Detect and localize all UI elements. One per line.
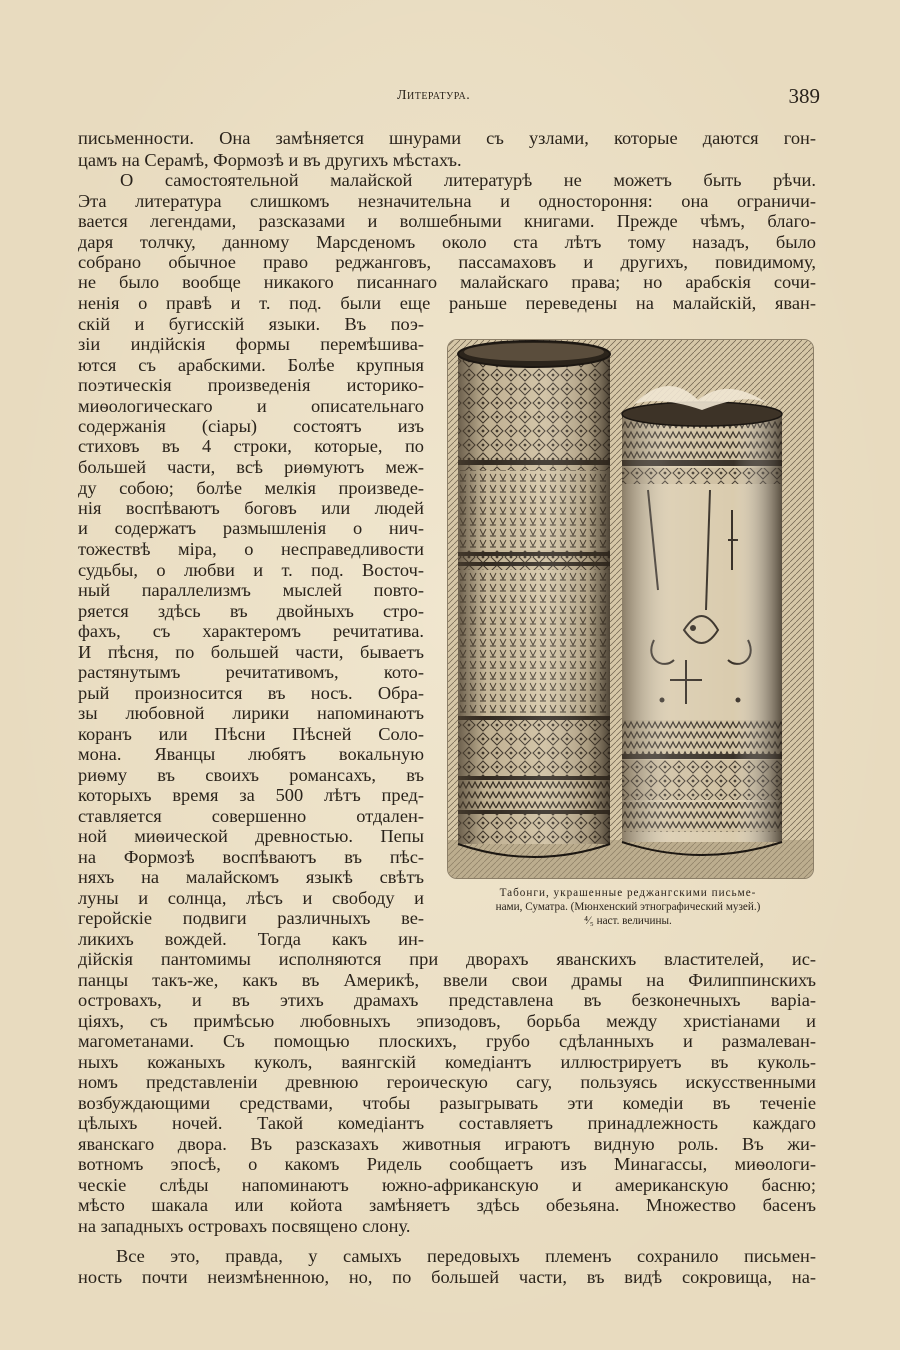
text-line: И пѣсня, по большей части, бываетъ bbox=[78, 642, 424, 662]
text-line: ряется здѣсь въ двойныхъ стро- bbox=[78, 601, 424, 621]
text-line: номъ представленіи древнюю героическую сагу, пользуясь искусственными bbox=[78, 1072, 816, 1092]
text-line: О самостоятельной малайской литературѣ не можетъ быть рѣчи. bbox=[120, 170, 816, 190]
text-line: коранъ или Пѣсни Пѣсней Соло- bbox=[78, 724, 424, 744]
text-line: вотномъ эпосѣ, о какомъ Ридель сообщаетъ изъ Минагассы, миѳологи- bbox=[78, 1154, 816, 1174]
text-line: Все это, правда, у самыхъ передовыхъ племенъ сохранило письмен- bbox=[116, 1246, 816, 1266]
figure-caption bbox=[438, 886, 818, 928]
text-line: ются съ арабскими. Болѣе крупныя bbox=[78, 355, 424, 375]
text-line: зіи индійскія формы перемѣшива- bbox=[78, 334, 424, 354]
text-line: поэтическія произведенія историко- bbox=[78, 375, 424, 395]
text-line: возбуждающими средствами, чтобы разыгрывать эти комедіи въ теченіе bbox=[78, 1093, 816, 1113]
text-line: фахъ, съ характеромъ речитатива. bbox=[78, 621, 424, 641]
text-line: ставляется совершенно отдален- bbox=[78, 806, 424, 826]
text-line: на западныхъ островахъ посвящено слону. bbox=[78, 1216, 411, 1236]
text-line: панцы такъ-же, какъ въ Америкѣ, ввели свои драмы на Филиппинскихъ bbox=[78, 970, 816, 990]
text-line: ду собою; болѣе мелкія произведе- bbox=[78, 478, 424, 498]
left-tabong bbox=[458, 341, 610, 857]
text-line: яванскаго двора. Въ разсказахъ животныя играютъ видную роль. Въ жи- bbox=[78, 1134, 816, 1154]
page-header bbox=[0, 84, 900, 114]
text-line: скій и бугисскій языки. Въ поэ- bbox=[78, 314, 424, 334]
text-line: дійскія пантомимы исполняются при дворахъ яванскихъ властителей, ис- bbox=[78, 949, 816, 969]
text-line: письменности. Она замѣняется шнурами съ узлами, которые даются гон- bbox=[78, 128, 816, 148]
text-line: ціяхъ, съ примѣсью любовныхъ эпизодовъ, борьба между христіанами и bbox=[78, 1011, 816, 1031]
text-line: содержанія (сіары) состоятъ изъ bbox=[78, 416, 424, 436]
text-line: даря толчку, данному Марсденомъ около ста лѣтъ тому назадъ, было bbox=[78, 232, 816, 252]
text-line: судьбы, о любви и т. под. Восточ- bbox=[78, 560, 424, 580]
running-head: Литература. bbox=[397, 88, 471, 103]
text-line: ность почти неизмѣненною, но, по большей части, въ видѣ сокровища, на- bbox=[78, 1267, 816, 1287]
text-line: большей части, всѣ риѳмуютъ меж- bbox=[78, 457, 424, 477]
text-line: ческіе слѣды напоминаютъ южно-африканскую и американскую басню; bbox=[78, 1175, 816, 1195]
text-line: ной миѳической древностью. Пепы bbox=[78, 826, 424, 846]
caption-line-3: ⁴⁄₅ наст. величины. bbox=[584, 915, 672, 927]
text-line: зы любовной лирики напоминаютъ bbox=[78, 703, 424, 723]
text-line: нія воспѣваютъ боговъ или людей bbox=[78, 498, 424, 518]
text-line: цѣлыхъ ночей. Такой комедіантъ составляетъ принадлежность каждаго bbox=[78, 1113, 816, 1133]
text-line: ненія о правѣ и т. под. были еще раньше переведены на малайскій, яван- bbox=[78, 293, 816, 313]
text-line: растянутымъ речитативомъ, кото- bbox=[78, 662, 424, 682]
text-line: няхъ на малайскомъ языкѣ свѣтъ bbox=[78, 867, 424, 887]
text-line: на Формозѣ воспѣваютъ въ пѣс- bbox=[78, 847, 424, 867]
text-line: собрано обычное право реджанговъ, пассамаховъ и другихъ, повидимому, bbox=[78, 252, 816, 272]
text-line: не было вообще никакого писаннаго малайскаго права; но арабскія сочи- bbox=[78, 272, 816, 292]
text-line: риѳму въ своихъ романсахъ, въ bbox=[78, 765, 424, 785]
text-line: миѳологическаго и описательнаго bbox=[78, 396, 424, 416]
text-line: и содержатъ размышленія о нич- bbox=[78, 518, 424, 538]
text-line: вается легендами, разсказами и волшебными книгами. Прежде чѣмъ, благо- bbox=[78, 211, 816, 231]
text-line: цамъ на Серамѣ, Формозѣ и въ другихъ мѣстахъ. bbox=[78, 150, 462, 170]
caption-line-1: Табонги, украшенные реджангскими письме- bbox=[499, 887, 757, 899]
text-line: мона. Яванцы любятъ вокальную bbox=[78, 744, 424, 764]
text-line: луны и солнца, лѣсъ и свободу и bbox=[78, 888, 424, 908]
text-line: ныхъ кожаныхъ куколъ, ваянгскій комедіантъ иллюстрируетъ въ куколь- bbox=[78, 1052, 816, 1072]
figure-tabongs bbox=[447, 339, 814, 879]
text-line: рый произносится въ носъ. Обра- bbox=[78, 683, 424, 703]
text-line: стиховъ въ 4 строки, которые, по bbox=[78, 436, 424, 456]
text-line: островахъ, и въ этихъ драмахъ представлена въ безконечныхъ варіа- bbox=[78, 990, 816, 1010]
text-line: мѣсто шакала или койота замѣняетъ здѣсь обезьяна. Множество басенъ bbox=[78, 1195, 816, 1215]
caption-line-2: нами, Суматра. (Мюнхенский этнографический музей.) bbox=[495, 901, 761, 913]
text-line: которыхъ время за 500 лѣтъ пред- bbox=[78, 785, 424, 805]
right-tabong bbox=[622, 386, 782, 855]
engraving-illustration bbox=[448, 340, 813, 878]
text-line: Эта литература слишкомъ незначительна и одностороння: она ограничи- bbox=[78, 191, 816, 211]
text-line: ликихъ вождей. Тогда какъ ин- bbox=[78, 929, 424, 949]
text-line: геройскіе подвиги различныхъ ве- bbox=[78, 908, 424, 928]
text-line: ный параллелизмъ мыслей повто- bbox=[78, 580, 424, 600]
text-line: тожествѣ міра, о несправедливости bbox=[78, 539, 424, 559]
page-number: 389 bbox=[788, 84, 820, 108]
text-line: магометанами. Съ помощью плоскихъ, грубо сдѣланныхъ и размалеван- bbox=[78, 1031, 816, 1051]
